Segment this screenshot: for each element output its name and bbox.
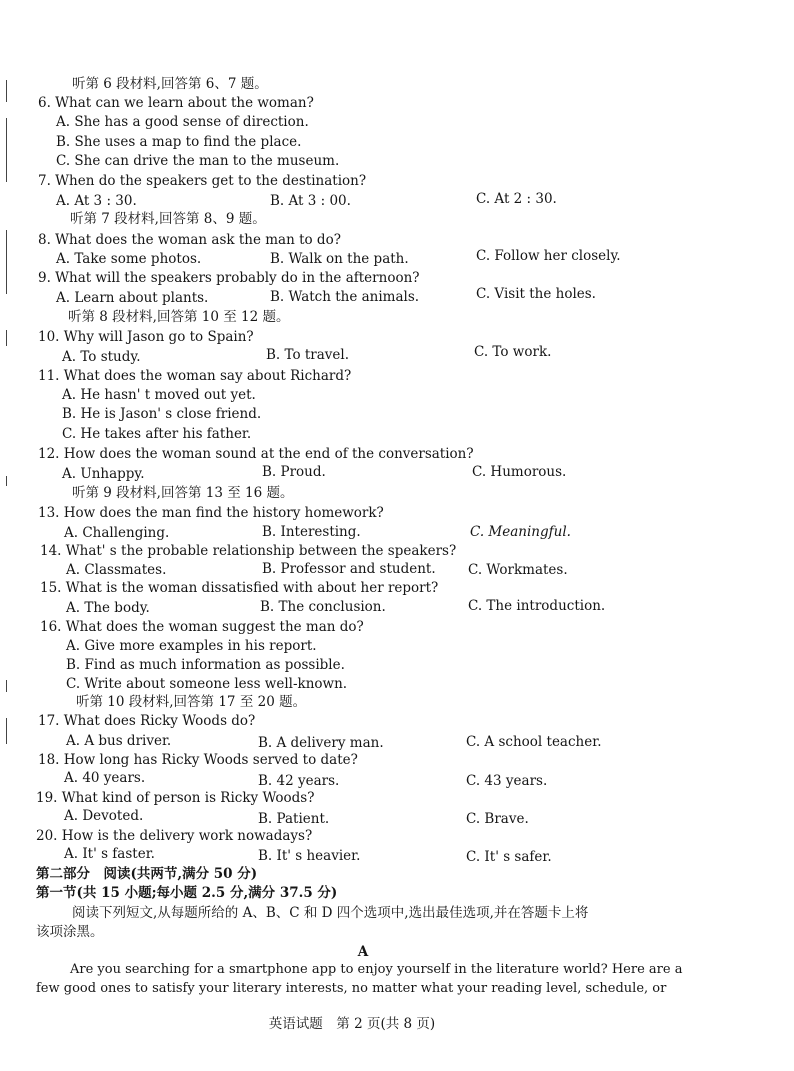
option-6c: C. She can drive the man to the museum. [56,153,340,169]
option-15b: B. The conclusion. [260,599,386,615]
option-12c: C. Humorous. [472,464,567,480]
option-18b: B. 42 years. [258,773,340,789]
option-13a: A. Challenging. [64,525,170,541]
binding-mark [6,80,7,102]
option-12b: B. Proud. [262,464,326,480]
option-14b: B. Professor and student. [262,561,436,577]
option-7c: C. At 2 : 30. [476,191,557,207]
question-15: 15. What is the woman dissatisfied with about her report? [40,580,439,596]
question-6: 6. What can we learn about the woman? [38,95,314,111]
question-7: 7. When do the speakers get to the destination? [38,173,367,189]
instruction-line: 阅读下列短文,从每题所给的 A、B、C 和 D 四个选项中,选出最佳选项,并在答题卡上将 [72,905,589,921]
binding-mark [6,330,7,346]
option-17c: C. A school teacher. [466,734,602,750]
option-11a: A. He hasn' t moved out yet. [62,387,256,403]
option-17a: A. A bus driver. [66,733,172,749]
question-13: 13. How does the man find the history homework? [38,505,384,521]
binding-mark [6,680,7,692]
option-20b: B. It' s heavier. [258,848,361,864]
page-footer: 英语试题 第 2 页(共 8 页) [268,1016,436,1032]
question-14: 14. What' s the probable relationship between the speakers? [40,543,457,559]
option-20c: C. It' s safer. [466,849,552,865]
option-19a: A. Devoted. [64,808,144,824]
section-header: 听第 7 段材料,回答第 8、9 题。 [70,211,266,227]
section-header: 听第 6 段材料,回答第 6、7 题。 [72,76,268,92]
question-12: 12. How does the woman sound at the end of the conversation? [38,446,474,462]
option-13c: C. Meaningful. [470,524,571,540]
section-header: 听第 9 段材料,回答第 13 至 16 题。 [72,485,294,501]
option-8b: B. Walk on the path. [270,251,409,267]
option-18a: A. 40 years. [64,770,146,786]
option-9a: A. Learn about plants. [56,290,209,306]
option-17b: B. A delivery man. [258,735,384,751]
part-title: 第二部分 阅读(共两节,满分 50 分) [36,866,258,882]
option-10c: C. To work. [474,344,552,360]
option-14a: A. Classmates. [66,562,167,578]
option-19c: C. Brave. [466,811,529,827]
option-8c: C. Follow her closely. [476,248,621,264]
option-16b: B. Find as much information as possible. [66,657,345,673]
section-header: 听第 8 段材料,回答第 10 至 12 题。 [68,309,290,325]
option-11b: B. He is Jason' s close friend. [62,406,262,422]
question-11: 11. What does the woman say about Richard? [38,368,352,384]
section-title: 第一节(共 15 小题;每小题 2.5 分,满分 37.5 分) [36,885,338,901]
option-10b: B. To travel. [266,347,350,363]
section-header: 听第 10 段材料,回答第 17 至 20 题。 [76,694,307,710]
instruction-line: 该项涂黑。 [36,924,104,940]
option-13b: B. Interesting. [262,524,361,540]
passage-text-line: few good ones to satisfy your literary interests, no matter what your reading level, schedule, or [36,981,667,996]
question-8: 8. What does the woman ask the man to do? [38,232,341,248]
binding-mark [6,118,7,182]
option-15c: C. The introduction. [468,598,606,614]
binding-mark [6,230,7,294]
question-10: 10. Why will Jason go to Spain? [38,329,254,345]
passage-text-line: Are you searching for a smartphone app to enjoy yourself in the literature world? Here are a [70,962,683,977]
question-9: 9. What will the speakers probably do in the afternoon? [38,270,420,286]
option-6a: A. She has a good sense of direction. [56,114,309,130]
option-18c: C. 43 years. [466,773,548,789]
option-9b: B. Watch the animals. [270,289,420,305]
question-16: 16. What does the woman suggest the man do? [40,619,364,635]
option-19b: B. Patient. [258,811,330,827]
option-7b: B. At 3 : 00. [270,193,351,209]
option-10a: A. To study. [62,349,141,365]
question-20: 20. How is the delivery work nowadays? [36,828,313,844]
option-15a: A. The body. [66,600,150,616]
binding-mark [6,718,7,744]
option-8a: A. Take some photos. [56,251,202,267]
option-9c: C. Visit the holes. [476,286,596,302]
option-16c: C. Write about someone less well-known. [66,676,348,692]
question-17: 17. What does Ricky Woods do? [38,713,256,729]
option-14c: C. Workmates. [468,562,568,578]
option-11c: C. He takes after his father. [62,426,252,442]
binding-mark [6,476,7,486]
passage-label: A [357,944,369,960]
option-20a: A. It' s faster. [64,846,155,862]
option-12a: A. Unhappy. [62,466,145,482]
question-19: 19. What kind of person is Ricky Woods? [36,790,315,806]
question-18: 18. How long has Ricky Woods served to date? [38,752,358,768]
option-6b: B. She uses a map to find the place. [56,134,302,150]
option-16a: A. Give more examples in his report. [66,638,317,654]
option-7a: A. At 3 : 30. [56,193,137,209]
